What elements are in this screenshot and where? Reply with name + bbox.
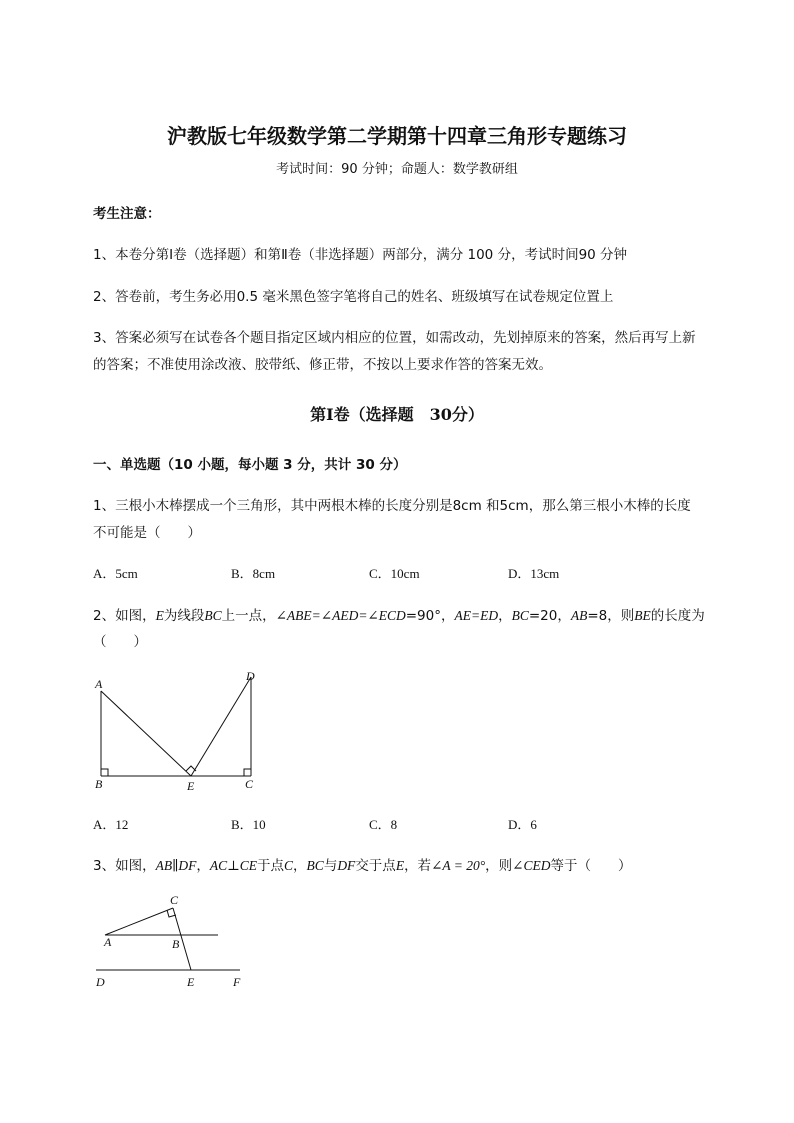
q2-option-d: D．6 (508, 817, 537, 832)
q3-text-seg: ， (293, 858, 307, 874)
q2-text-seg: =90°， (405, 608, 455, 624)
q3-text-seg: ， (196, 858, 210, 874)
q3-text-seg: 等于（ ） (550, 858, 632, 874)
q2-text-seg: 的长度为 (650, 608, 705, 624)
q2-math-seg: AB (570, 608, 588, 623)
label-d: D (96, 975, 105, 989)
notice-item-3: 3、答案必须写在试卷各个题目指定区域内相应的位置，如需改动，先划掉原来的答案，然后再写上新 (93, 330, 696, 346)
exam-info: 考试时间：90 分钟；命题人：数学教研组 (276, 162, 518, 177)
question-3-text (93, 854, 631, 874)
q3-math-seg: AB∥DF (155, 858, 197, 873)
q2-math-seg: AE=ED (454, 608, 499, 623)
q2-text-seg: 上一点， (221, 608, 276, 624)
label-e: E (187, 779, 195, 793)
q3-text-seg: ，则 (485, 858, 513, 874)
q2-text-seg: =8，则 (587, 608, 635, 624)
q3-math-seg: E (395, 858, 405, 873)
q3-math-seg: AC⊥CE (209, 858, 258, 873)
q3-text-seg: 于点 (257, 858, 285, 874)
section-title: 第Ⅰ卷（选择题 30分） (310, 405, 484, 424)
q3-text-seg: 3、如图， (93, 858, 156, 874)
q2-math-seg: BC (511, 608, 529, 623)
label-b: B (172, 937, 180, 951)
q3-text-seg: ，若 (404, 858, 432, 874)
notice-item-2: 2、答卷前，考生务必用0.5 毫米黑色签字笔将自己的姓名、班级填写在试卷规定位置上 (93, 289, 614, 305)
notice-item-3-cont: 的答案；不准使用涂改液、胶带纸、修正带，不按以上要求作答的答案无效。 (93, 357, 552, 373)
question-1-text-cont: 不可能是（ ） (93, 525, 201, 541)
page-title: 沪教版七年级数学第二学期第十四章三角形专题练习 (167, 124, 627, 148)
q2-figure (88, 664, 268, 794)
label-c: C (245, 777, 254, 791)
q3-math-seg: DF (337, 858, 356, 873)
question-2-text-cont: （ ） (93, 634, 147, 650)
q3-math-seg: ∠A = 20° (431, 858, 486, 873)
notice-heading: 考生注意： (93, 206, 161, 222)
label-e: E (187, 975, 195, 989)
q1-option-b: B．8cm (231, 566, 276, 581)
q2-math-seg: BC (204, 608, 222, 623)
notice-item-1: 1、本卷分第Ⅰ卷（选择题）和第Ⅱ卷（非选择题）两部分，满分 100 分，考试时间90 分钟 (93, 247, 628, 263)
q3-math-seg: BC (306, 858, 324, 873)
q3-figure (88, 890, 258, 1000)
q2-math-seg: ∠ABE=∠AED=∠ECD (275, 608, 406, 623)
q1-option-a: A．5cm (93, 566, 138, 581)
label-a: A (104, 935, 112, 949)
question-1-text: 1、三根小木棒摆成一个三角形，其中两根木棒的长度分别是8cm 和5cm，那么第三根小木棒的长度 (93, 498, 691, 514)
q2-option-c: C．8 (369, 817, 398, 832)
q3-text-seg: 交于点 (355, 858, 396, 874)
q2-text-seg: 为线段 (163, 608, 205, 624)
question-2-text (93, 604, 705, 624)
q1-option-d: D．13cm (508, 566, 560, 581)
q2-math-seg: E (155, 608, 164, 623)
q2-text-seg: =20， (528, 608, 571, 624)
q3-text-seg: 与 (323, 858, 338, 874)
label-f: F (233, 975, 241, 989)
q1-option-c: C．10cm (369, 566, 420, 581)
q2-math-seg: BE (634, 608, 651, 623)
label-d: D (246, 669, 255, 683)
q3-math-seg: ∠CED (512, 858, 551, 873)
q2-option-b: B．10 (231, 817, 266, 832)
q2-text-seg: ， (498, 608, 512, 624)
label-c: C (170, 893, 179, 907)
part-heading: 一、单选题（10 小题，每小题 3 分，共计 30 分） (93, 457, 407, 473)
q2-option-a: A．12 (93, 817, 129, 832)
label-b: B (95, 777, 103, 791)
q3-math-seg: C (284, 858, 294, 873)
label-a: A (95, 677, 103, 691)
q2-text-seg: 2、如图， (93, 608, 156, 624)
